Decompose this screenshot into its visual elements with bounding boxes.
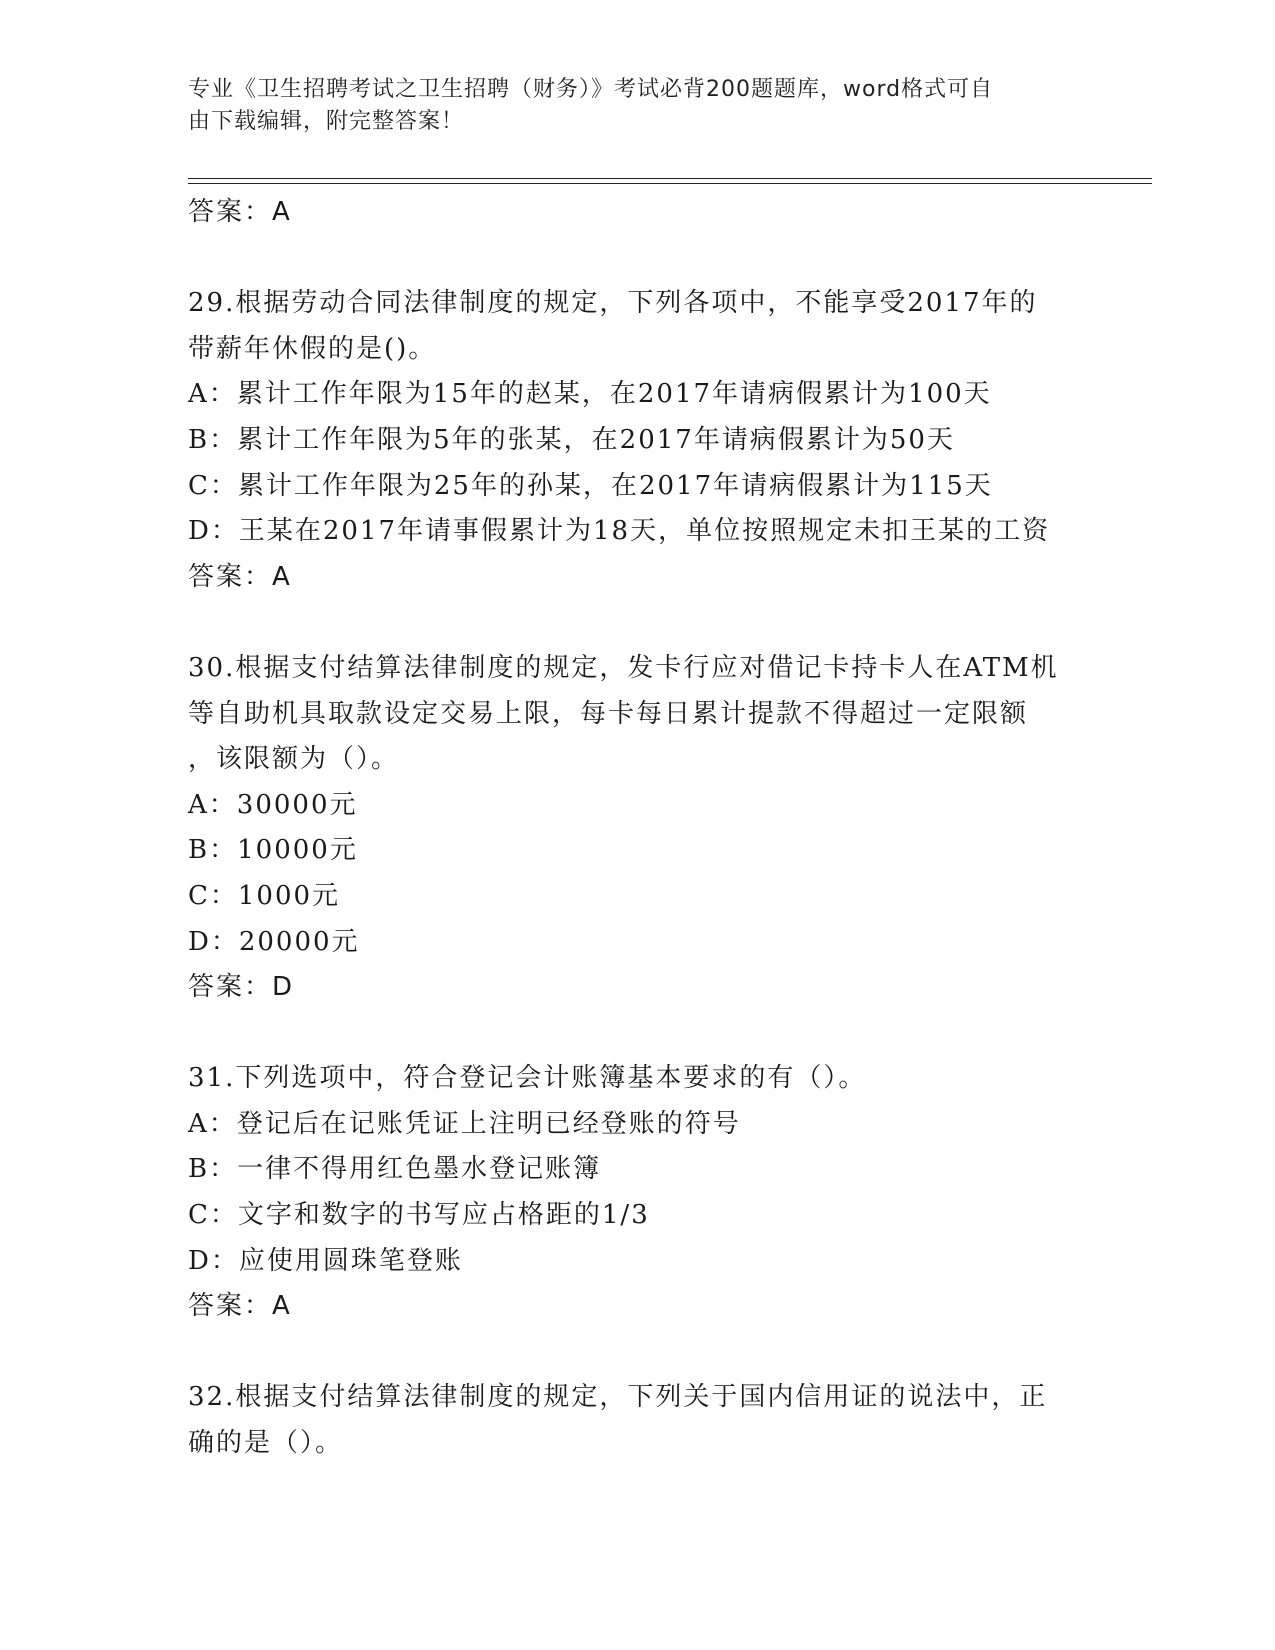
question-30-stem-line-2: 等自助机具取款设定交易上限，每卡每日累计提款不得超过一定限额 <box>188 698 1029 729</box>
question-30-option-c: C：1000元 <box>188 880 341 911</box>
question-29-option-c: C：累计工作年限为25年的孙某，在2017年请病假累计为115天 <box>188 470 993 501</box>
header-divider-bottom <box>188 183 1152 184</box>
header-title-line-1: 专业《卫生招聘考试之卫生招聘（财务）》考试必背200题题库，word格式可自 <box>188 77 994 102</box>
question-30-option-a: A：30000元 <box>188 789 358 820</box>
spacer <box>188 600 1088 646</box>
header-divider-top <box>188 178 1152 179</box>
question-30-stem-line-3: ，该限额为（）。 <box>188 744 400 775</box>
question-30-option-b: B：10000元 <box>188 835 358 866</box>
question-31 <box>188 1056 1088 1330</box>
header-title-line-2: 由下载编辑，附完整答案！ <box>188 109 465 134</box>
question-31-stem-line-1: 31.下列选项中，符合登记会计账簿基本要求的有（）。 <box>188 1063 867 1094</box>
question-29 <box>188 281 1088 600</box>
question-32 <box>188 1375 1088 1466</box>
spacer <box>188 236 1088 282</box>
question-29-option-a: A：累计工作年限为15年的赵某，在2017年请病假累计为100天 <box>188 379 992 410</box>
page-header <box>188 74 1068 138</box>
question-content <box>188 190 1088 1467</box>
question-29-answer: 答案：A <box>188 561 292 592</box>
question-29-stem-line-1: 29.根据劳动合同法律制度的规定，下列各项中，不能享受2017年的 <box>188 288 1038 319</box>
question-29-stem-line-2: 带薪年休假的是()。 <box>188 333 437 364</box>
spacer <box>188 1011 1088 1057</box>
previous-answer: 答案：A <box>188 197 292 227</box>
question-29-option-d: D：王某在2017年请事假累计为18天，单位按照规定未扣王某的工资 <box>188 516 1051 547</box>
question-31-option-d: D：应使用圆珠笔登账 <box>188 1245 463 1276</box>
question-30 <box>188 646 1088 1011</box>
question-31-option-c: C：文字和数字的书写应占格距的1/3 <box>188 1200 650 1231</box>
question-30-stem-line-1: 30.根据支付结算法律制度的规定，发卡行应对借记卡持卡人在ATM机 <box>188 652 1059 683</box>
question-29-option-b: B：累计工作年限为5年的张某，在2017年请病假累计为50天 <box>188 424 955 455</box>
question-32-stem-line-1: 32.根据支付结算法律制度的规定，下列关于国内信用证的说法中，正 <box>188 1382 1048 1413</box>
question-30-answer: 答案：D <box>188 972 295 1003</box>
question-32-stem-line-2: 确的是（）。 <box>188 1428 344 1459</box>
spacer <box>188 1330 1088 1376</box>
question-31-option-a: A：登记后在记账凭证上注明已经登账的符号 <box>188 1108 741 1139</box>
question-31-answer: 答案：A <box>188 1291 292 1322</box>
question-30-option-d: D：20000元 <box>188 926 360 957</box>
question-31-option-b: B：一律不得用红色墨水登记账簿 <box>188 1154 602 1185</box>
